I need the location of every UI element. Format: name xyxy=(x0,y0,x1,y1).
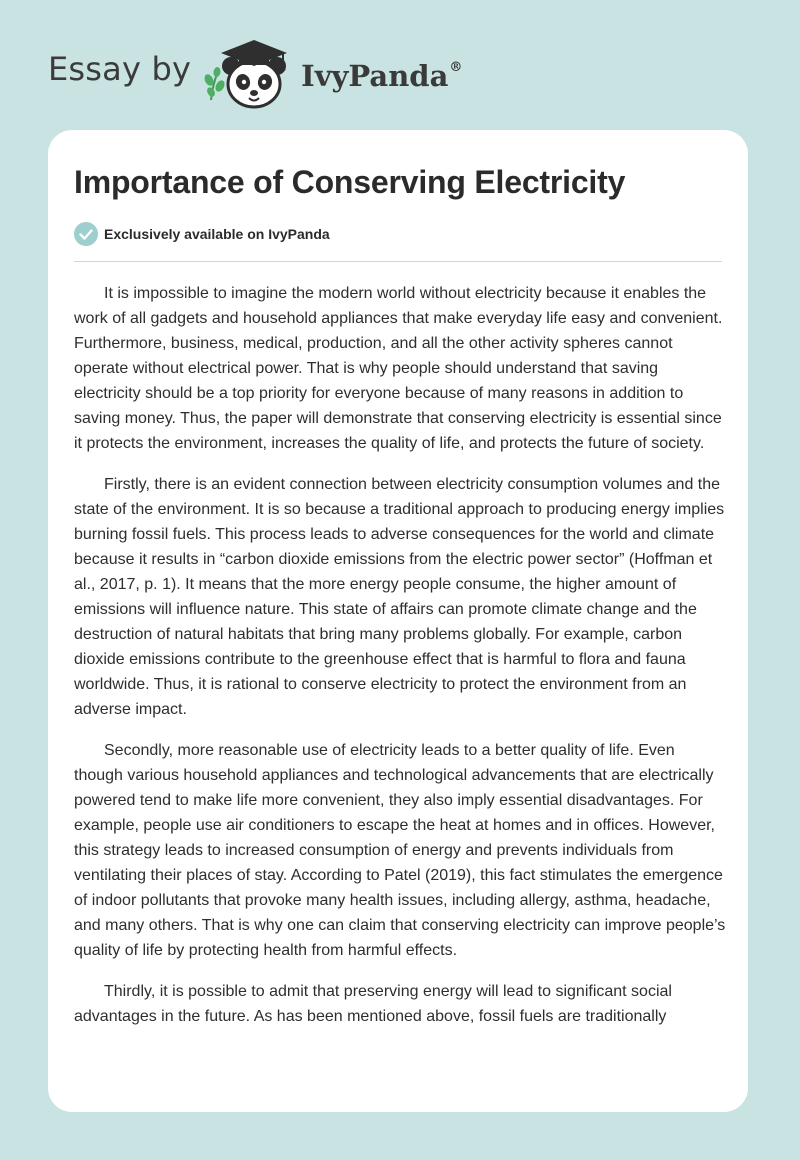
badge-text: Exclusively available on IvyPanda xyxy=(104,226,330,242)
brand-prefix: Essay by xyxy=(48,50,192,88)
divider xyxy=(74,261,722,262)
registered-mark: ® xyxy=(449,60,463,76)
paragraph: Thirdly, it is possible to admit that preserving energy will lead to significant social advantages in the future. As has been mentioned above, fossil fuels are traditionally xyxy=(74,983,672,1025)
exclusive-badge xyxy=(74,222,330,246)
paragraph: It is impossible to imagine the modern world without electricity because it enables the work of all gadgets and household appliances that make everyday life easy and convenient. Furthermore, business, medical, production, and all the other activity spheres cannot operate without electrical power. That is why people should understand that saving electricity should be a top priority for everyone because of many reasons in addition to saving money. Thus, the paper will demonstrate that conserving electricity is essential since it protects the environment, increases the quality of life, and protects the future of society. xyxy=(74,285,723,452)
page-title: Importance of Conserving Electricity xyxy=(74,164,626,200)
paragraph: Firstly, there is an evident connection between electricity consumption volumes and the state of the environment. It is so because a traditional approach to producing energy implies burning fossil fuels. This process leads to adverse consequences for the world and climate because it results in “carbon dioxide emissions from the electric power sector” (Hoffman et al., 2017, p. 1). It means that the more energy people consume, the higher amount of emissions will influence nature. This state of affairs can promote climate change and the destruction of natural habitats that bring many problems globally. For example, carbon dioxide emissions contribute to the greenhouse effect that is harmful to flora and fauna worldwide. Thus, it is rational to conserve electricity to protect the environment from an adverse impact. xyxy=(74,476,725,718)
panda-graduate-icon xyxy=(203,36,299,110)
brand-header[interactable] xyxy=(48,36,462,110)
essay-card xyxy=(48,130,748,1112)
check-circle-icon xyxy=(74,222,98,246)
brand-name: IvyPanda® xyxy=(301,59,463,93)
essay-body xyxy=(74,281,726,1045)
paragraph: Secondly, more reasonable use of electricity leads to a better quality of life. Even though various household appliances and technological advancements that are electrically powered tend to make life more convenient, they also imply essential disadvantages. For example, people use air conditioners to escape the heat at homes and in offices. However, this strategy leads to increased consumption of energy and prevents individuals from ventilating their places of stay. According to Patel (2019), this fact stimulates the emergence of indoor pollutants that provoke many health issues, including allergy, asthma, headache, and many others. That is why one can claim that conserving electricity can improve people’s quality of life by protecting health from harmful effects. xyxy=(74,742,726,959)
